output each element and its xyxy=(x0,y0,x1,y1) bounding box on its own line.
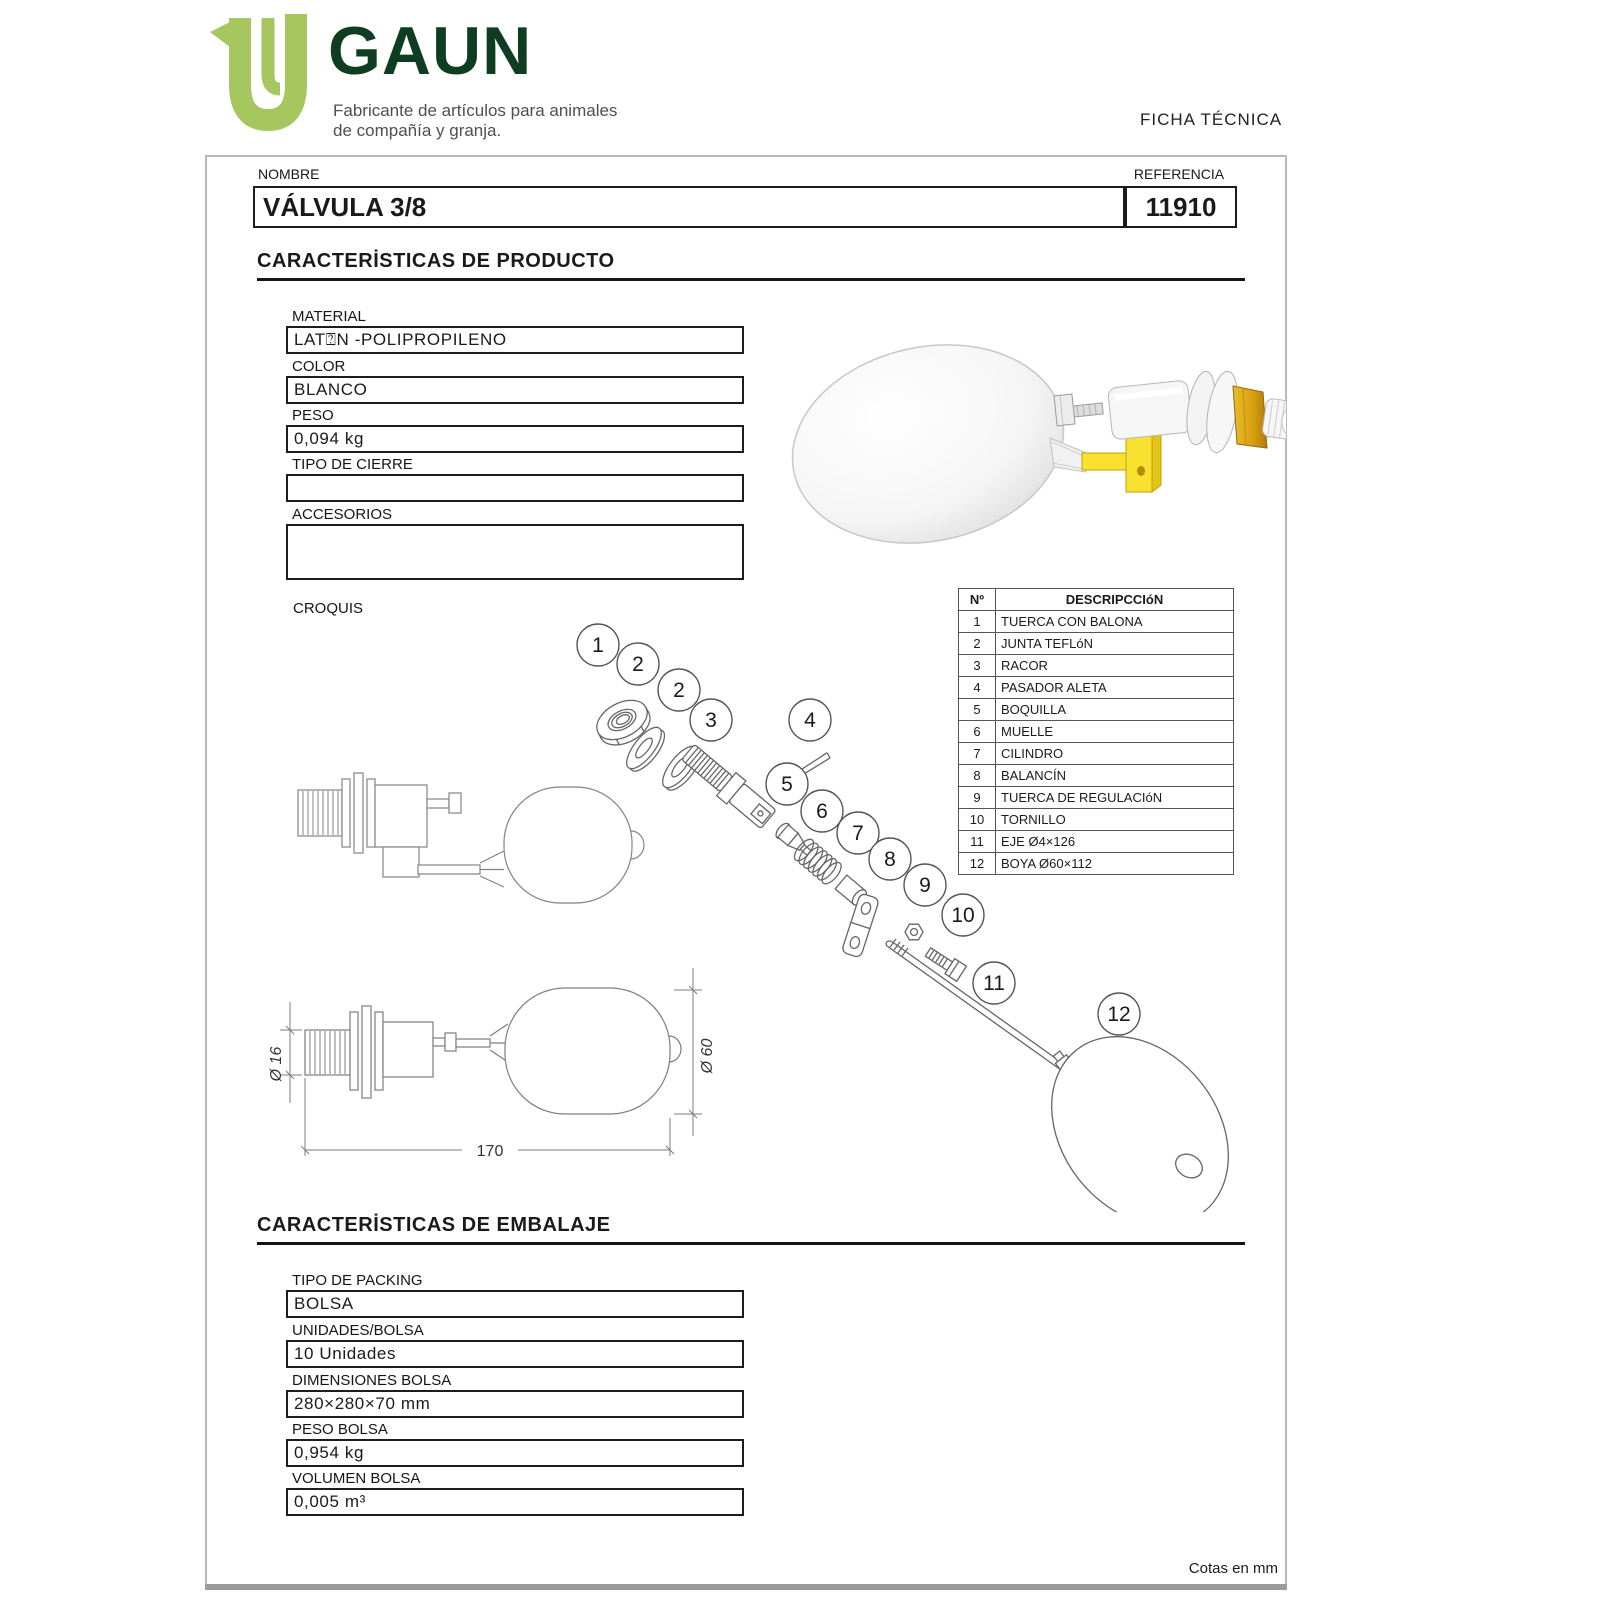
balloon-label: 9 xyxy=(919,874,931,897)
dim-length-170: 170 xyxy=(476,1143,504,1160)
balloon-label: 4 xyxy=(804,709,816,732)
table-row: 5 BOQUILLA xyxy=(959,699,1234,721)
brand-tagline xyxy=(333,101,617,141)
table-row: 12 BOYA Ø60×112 xyxy=(959,853,1234,875)
table-row: 1 TUERCA CON BALONA xyxy=(959,611,1234,633)
balloon-label: 2 xyxy=(673,679,685,702)
dimension-drawing xyxy=(250,960,730,1170)
dim-diameter-60: Ø 60 xyxy=(699,1038,716,1074)
part-eje xyxy=(886,939,1066,1070)
volumen-bolsa-label: VOLUMEN BOLSA xyxy=(292,1470,421,1487)
table-row: 8 BALANCÍN xyxy=(959,765,1234,787)
product-photo xyxy=(770,320,1286,572)
balloon-label: 7 xyxy=(852,822,864,845)
color-label: COLOR xyxy=(292,358,346,375)
balloon-label: 5 xyxy=(781,773,793,796)
col-desc: DESCRIPCCIóN xyxy=(996,589,1234,611)
assembled-drawing xyxy=(250,735,650,935)
material-value-box: LAT⍰N -POLIPROPILENO xyxy=(286,326,744,354)
nombre-value-box: VÁLVULA 3/8 xyxy=(253,186,1125,228)
balloon-label: 3 xyxy=(705,709,717,732)
table-header-row xyxy=(959,589,1234,611)
table-row: 9 TUERCA DE REGULACIóN xyxy=(959,787,1234,809)
nombre-label: NOMBRE xyxy=(258,166,320,182)
peso-bolsa-label: PESO BOLSA xyxy=(292,1421,388,1438)
table-row: 3 RACOR xyxy=(959,655,1234,677)
accesorios-label: ACCESORIOS xyxy=(292,506,393,523)
table-row: 4 PASADOR ALETA xyxy=(959,677,1234,699)
tipo-de-packing-label: TIPO DE PACKING xyxy=(292,1272,423,1289)
sheet-bottom-bar xyxy=(205,1584,1287,1590)
gaun-logo-icon xyxy=(200,2,328,142)
croquis-label: CROQUIS xyxy=(293,600,364,617)
unidades-bolsa-label: UNIDADES/BOLSA xyxy=(292,1322,424,1339)
balloon-label: 8 xyxy=(884,848,896,871)
tagline-line-1: Fabricante de artículos para animales xyxy=(333,101,618,120)
dimensiones-bolsa-value-box: 280×280×70 mm xyxy=(286,1390,744,1418)
table-row: 10 TORNILLO xyxy=(959,809,1234,831)
dim-diameter-16: Ø 16 xyxy=(268,1046,285,1082)
tipo-de-packing-value-box: BOLSA xyxy=(286,1290,744,1318)
part-balancin xyxy=(841,893,879,958)
peso-bolsa-value-box: 0,954 kg xyxy=(286,1439,744,1467)
brand-name: GAUN xyxy=(328,13,533,89)
table-row: 11 EJE Ø4×126 xyxy=(959,831,1234,853)
part-tuerca-regulacion xyxy=(905,924,923,940)
accesorios-value-box xyxy=(286,524,744,580)
color-value-box: BLANCO xyxy=(286,376,744,404)
volumen-bolsa-value-box: 0,005 m³ xyxy=(286,1488,744,1516)
balloon-label: 10 xyxy=(951,904,975,927)
dimensiones-bolsa-label: DIMENSIONES BOLSA xyxy=(292,1372,452,1389)
tipo-de-cierre-value-box xyxy=(286,474,744,502)
product-section-title: CARACTERİSTICAS DE PRODUCTO xyxy=(257,250,1245,281)
packaging-section-title: CARACTERİSTICAS DE EMBALAJE xyxy=(257,1214,1245,1245)
balloon-label: 12 xyxy=(1107,1003,1131,1026)
peso-label: PESO xyxy=(292,407,334,424)
balloon-label: 1 xyxy=(592,634,604,657)
table-row: 2 JUNTA TEFLóN xyxy=(959,633,1234,655)
tagline-line-2: de compañía y granja. xyxy=(333,121,502,140)
doc-type-label: FICHA TÉCNICA xyxy=(1140,110,1283,129)
part-racor xyxy=(678,741,778,831)
balloon-label: 11 xyxy=(983,972,1005,995)
referencia-label: REFERENCIA xyxy=(1133,166,1225,182)
col-num: Nº xyxy=(959,589,996,611)
parts-table xyxy=(958,588,1234,875)
cotas-note: Cotas en mm xyxy=(1188,1560,1278,1577)
tipo-de-cierre-label: TIPO DE CIERRE xyxy=(292,456,413,473)
balloon-label: 6 xyxy=(816,800,828,823)
balloon-label: 2 xyxy=(632,653,644,676)
part-boya xyxy=(1015,1002,1265,1212)
unidades-bolsa-value-box: 10 Unidades xyxy=(286,1340,744,1368)
table-row: 7 CILINDRO xyxy=(959,743,1234,765)
material-label: MATERIAL xyxy=(292,308,366,325)
referencia-value-box: 11910 xyxy=(1125,186,1237,228)
table-row: 6 MUELLE xyxy=(959,721,1234,743)
peso-value-box: 0,094 kg xyxy=(286,425,744,453)
